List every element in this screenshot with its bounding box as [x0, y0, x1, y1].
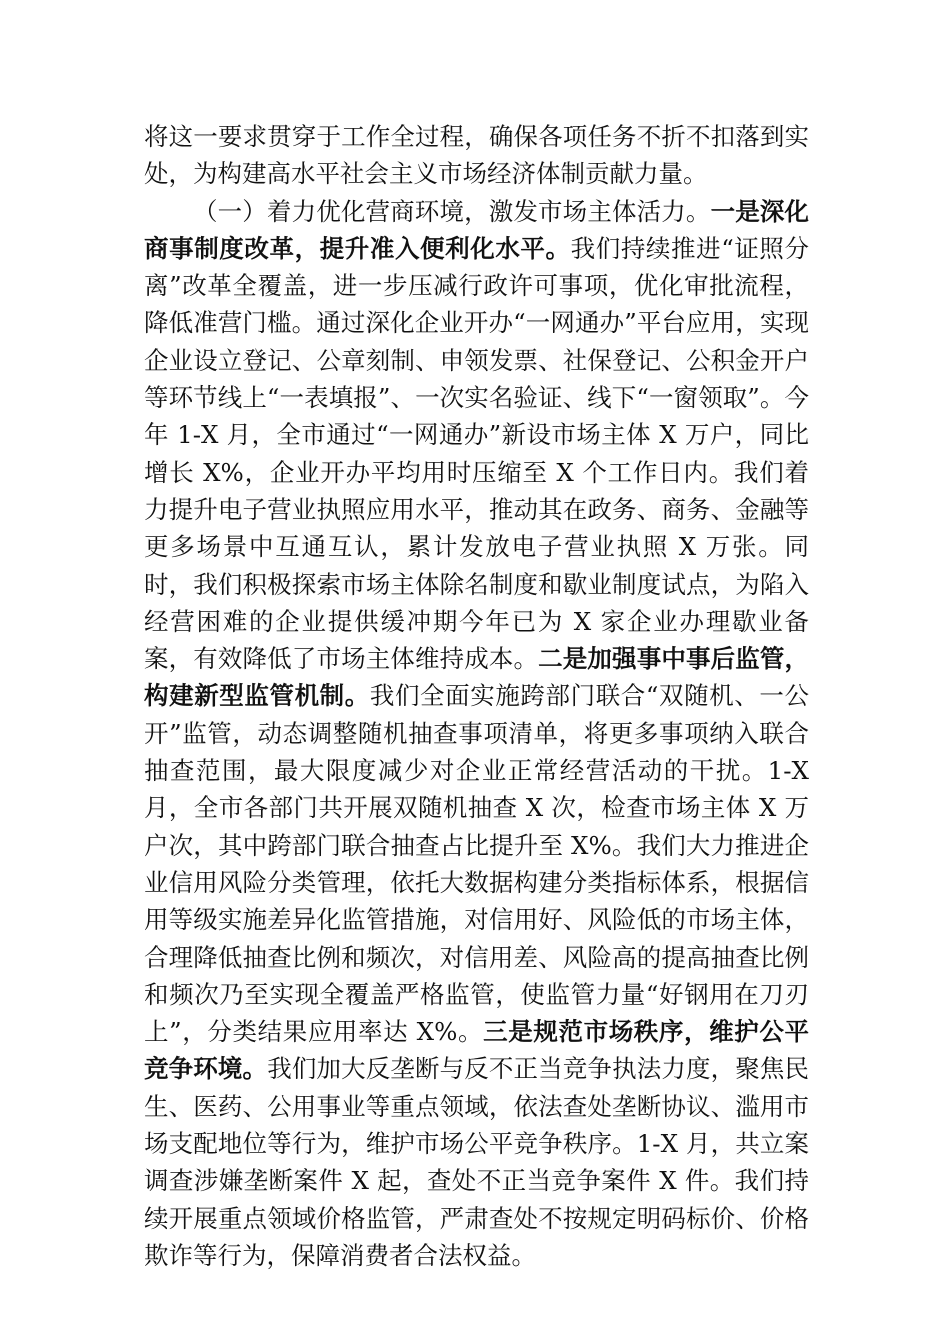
point-1-body: 我们持续推进“证照分离”改革全覆盖，进一步压减行政许可事项，优化审批流程，降低准营门槛。通过深化企业开办“一网通办”平台应用，实现企业设立登记、公章刻制、申领发票、社保登记、公积金开户等环节线上“一表填报”、一次实名验证、线下“一窗领取”。今年 1-X 月，全市通过“一网通办”新设市场主体 X 万户，同比增长 X%，企业开办平均用时压缩至 X 个工作日内。我们着力提升电子营业执照应用水平，推动其在政务、商务、金融等更多场景中互通互认，累计发放电子营业执照 X 万张。同时，我们积极探索市场主体除名制度和歇业制度试点，为陷入经营困难的企业提供缓冲期今年已为 X 家企业办理歇业备案，有效降低了市场主体维持成本。 [144, 233, 810, 674]
paragraph-section-1 [144, 193, 809, 1275]
paragraph-intro: 将这一要求贯穿于工作全过程，确保各项任务不折不扣落到实处，为构建高水平社会主义市场经济体制贡献力量。 [144, 122, 809, 189]
point-2-title: 二是加强事中事后监管，构建新型监管机制。 [144, 644, 810, 711]
point-3-title: 三是规范市场秩序，维护公平竞争环境。 [144, 1017, 809, 1084]
point-2-body: 我们全面实施跨部门联合“双随机、一公开”监管，动态调整随机抽查事项清单，将更多事项纳入联合抽查范围，最大限度减少对企业正常经营活动的干扰。1-X 月，全市各部门共开展双随机抽查 X 次，检查市场主体 X 万户次，其中跨部门联合抽查占比提升至 X%。我们大力推进企业信用风险分类管理，依托大数据构建分类指标体系，根据信用等级实施差异化监管措施，对信用好、风险低的市场主体，合理降低抽查比例和频次，对信用差、风险高的提高抽查比例和频次乃至实现全覆盖严格监管，使监管力量“好钢用在刀刃上”，分类结果应用率达 X%。 [144, 681, 809, 1047]
document-body [144, 118, 809, 1274]
point-1-title: 一是深化商事制度改革，提升准入便利化水平。 [144, 196, 809, 263]
section-heading: （一）着力优化营商环境，激发市场主体活力。 [193, 196, 711, 226]
point-3-body: 我们加大反垄断与反不正当竞争执法力度，聚焦民生、医药、公用事业等重点领域，依法查处垄断协议、滥用市场支配地位等行为，维护市场公平竞争秩序。1-X 月，共立案调查涉嫌垄断案件 X 起，查处不正当竞争案件 X 件。我们持续开展重点领域价格监管，严肃查处不按规定明码标价、价格欺诈等行为，保障消费者合法权益。 [144, 1054, 810, 1270]
